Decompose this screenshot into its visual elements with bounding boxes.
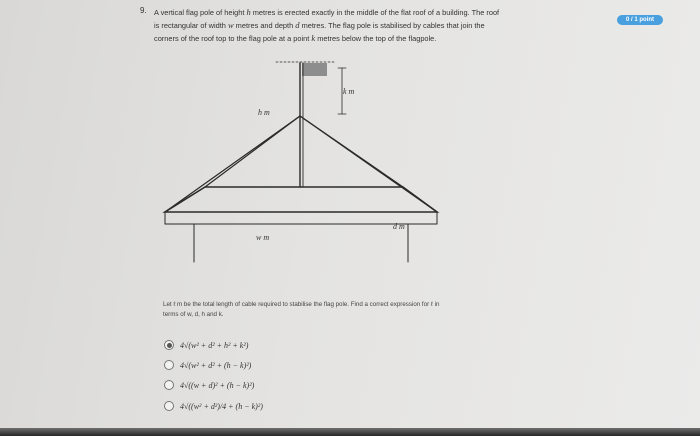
option-expression: 4√(w² + d² + (h − k)²) <box>180 360 252 370</box>
roof-top <box>165 187 437 212</box>
radio-button-selected[interactable] <box>164 340 174 350</box>
question-text: A vertical flag pole of height h metres is erected exactly in the middle of the flat roof of a building. The roof is rectangular of width w metres and depth d metres. The flag pole is stabilised by cables that join the corners of the roof top to the flag pole at a point k metres below the top of the flagpole. <box>154 7 500 43</box>
radio-button[interactable] <box>164 401 174 411</box>
question-prompt: Let ℓ m be the total length of cable required to stabilise the flag pole. Find a correct expression for ℓ in terms of w, d, h and k. <box>163 301 440 318</box>
label-w: w m <box>256 233 270 242</box>
radio-button[interactable] <box>164 360 174 370</box>
option-expression: 4√((w² + d²)/4 + (h − k)²) <box>180 401 263 411</box>
cable-back-right <box>300 116 403 187</box>
label-h: h m <box>258 108 270 117</box>
cable-back-left <box>205 116 300 187</box>
points-badge: 0 / 1 point <box>617 15 663 25</box>
flag <box>302 63 327 76</box>
label-k: k m <box>343 87 355 96</box>
label-d: d m <box>393 222 405 231</box>
answer-option-3[interactable] <box>164 379 254 391</box>
answer-option-1[interactable] <box>164 339 248 351</box>
radio-button[interactable] <box>164 380 174 390</box>
question-number: 9. <box>140 6 147 15</box>
answer-option-4[interactable] <box>164 400 263 412</box>
option-expression: 4√(w² + d² + h² + k²) <box>180 340 249 350</box>
answer-option-2[interactable] <box>164 359 251 371</box>
screen-bezel <box>0 428 700 436</box>
option-expression: 4√((w + d)² + (h − k)²) <box>180 380 255 390</box>
